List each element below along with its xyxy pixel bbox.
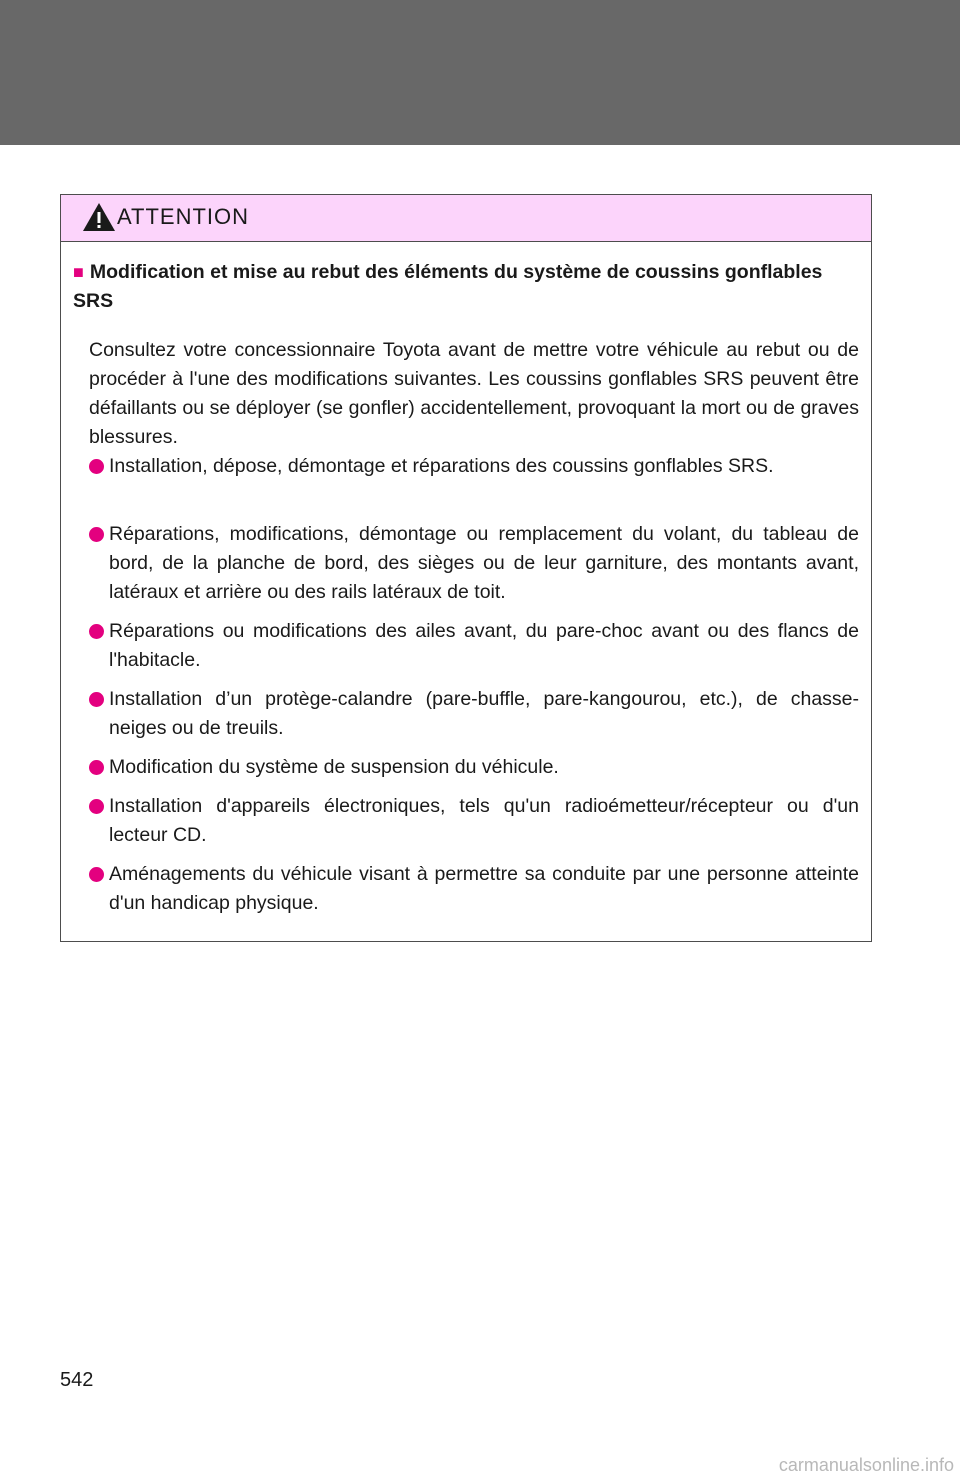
warning-triangle-icon [81, 201, 117, 233]
attention-title: ATTENTION [117, 204, 250, 229]
list-item: Installation d’un protège-calandre (pare-buffle, pare-kangourou, etc.), de chasse-neiges ou de treuils. [89, 685, 859, 743]
page-number: 542 [60, 1369, 94, 1391]
square-bullet-icon: ■ [73, 262, 84, 282]
circle-bullet-icon [89, 867, 104, 882]
list-item: Installation d'appareils électroniques, tels qu'un radioémetteur/récepteur ou d'un lecteur CD. [89, 792, 859, 850]
list-item: Installation, dépose, démontage et réparations des coussins gonflables SRS. [89, 452, 859, 481]
circle-bullet-icon [89, 624, 104, 639]
top-header-band [0, 0, 960, 145]
list-item: Modification du système de suspension du véhicule. [89, 753, 859, 782]
circle-bullet-icon [89, 799, 104, 814]
attention-box [60, 194, 872, 942]
list-item: Aménagements du véhicule visant à permettre sa conduite par une personne atteinte d'un handicap physique. [89, 860, 859, 918]
circle-bullet-icon [89, 459, 104, 474]
section-heading: ■ Modification et mise au rebut des éléments du système de coussins gonflables SRS [73, 261, 823, 312]
watermark: carmanualsonline.info [778, 1455, 954, 1475]
list-item: Réparations ou modifications des ailes avant, du pare-choc avant ou des flancs de l'habitacle. [89, 617, 859, 675]
circle-bullet-icon [89, 527, 104, 542]
circle-bullet-icon [89, 760, 104, 775]
circle-bullet-icon [89, 692, 104, 707]
list-item: Réparations, modifications, démontage ou remplacement du volant, du tableau de bord, de la planche de bord, des sièges ou de leur garniture, des montants avant, latéraux et arrière ou des rails latéraux de toit. [89, 520, 859, 607]
attention-header [61, 195, 871, 242]
intro-paragraph: Consultez votre concessionnaire Toyota avant de mettre votre véhicule au rebut ou de procéder à l'une des modifications suivantes. Les coussins gonflables SRS peuvent être défaillants ou se déployer (se gonfler) accidentellement, provoquant la mort ou de graves blessures. [89, 339, 859, 448]
